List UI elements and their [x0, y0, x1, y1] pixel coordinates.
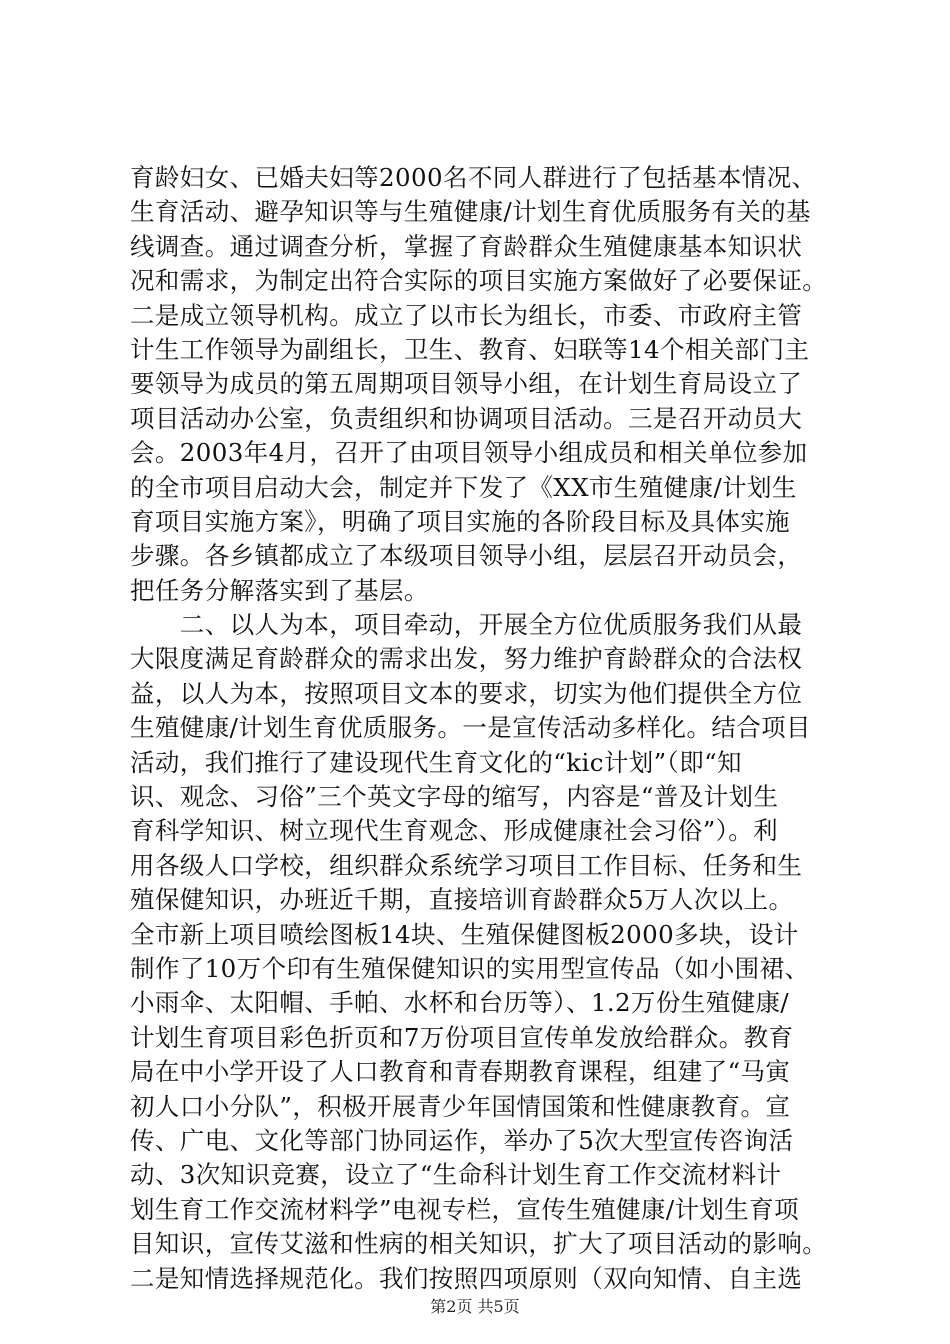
text-line: 局在中小学开设了人口教育和青春期教育课程，组建了“马寅 — [130, 1057, 791, 1087]
page-number-footer: 第2页 共5页 — [430, 1297, 520, 1316]
text-line: 初人口小分队”，积极开展青少年国情国策和性健康教育。宣 — [130, 1091, 791, 1121]
text-line: 制作了10万个印有生殖保健知识的实用型宣传品（如小围裙、 — [130, 953, 810, 983]
text-line: 育项目实施方案》，明确了项目实施的各阶段目标及具体实施 — [130, 506, 791, 536]
text-line: 大限度满足育龄群众的需求出发，努力维护育龄群众的合法权 — [130, 644, 803, 674]
text-line: 的全市项目启动大会，制定并下发了《XX市生殖健康/计划生 — [130, 472, 797, 502]
text-line: 二、以人为本，项目牵动，开展全方位优质服务我们从最 — [130, 610, 803, 640]
text-line: 计划生育项目彩色折页和7万份项目宣传单发放给群众。教育 — [130, 1022, 794, 1052]
text-line: 把任务分解落实到了基层。 — [130, 575, 429, 605]
text-line: 活动，我们推行了建设现代生育文化的“kic计划”（即“知 — [130, 747, 742, 777]
text-line: 小雨伞、太阳帽、手帕、水杯和台历等）、1.2万份生殖健康/ — [130, 988, 790, 1018]
text-line: 二是知情选择规范化。我们按照四项原则（双向知情、自主选 — [130, 1263, 803, 1293]
text-line: 益，以人为本，按照项目文本的要求，切实为他们提供全方位 — [130, 678, 803, 708]
text-line: 识、观念、习俗”三个英文字母的缩写，内容是“普及计划生 — [130, 782, 779, 812]
text-line: 育龄妇女、已婚夫妇等2000名不同人群进行了包括基本情况、 — [130, 163, 817, 192]
text-line: 用各级人口学校，组织群众系统学习项目工作目标、任务和生 — [130, 850, 803, 880]
text-line: 会。2003年4月，召开了由项目领导小组成员和相关单位参加 — [130, 438, 808, 468]
text-line: 生育活动、避孕知识等与生殖健康/计划生育优质服务有关的基 — [130, 197, 811, 227]
text-line: 全市新上项目喷绘图板14块、生殖保健图板2000多块，设计 — [130, 919, 799, 949]
text-line: 线调查。通过调查分析，掌握了育龄群众生殖健康基本知识状 — [130, 231, 803, 261]
text-line: 生殖健康/计划生育优质服务。一是宣传活动多样化。结合项目 — [130, 713, 811, 743]
text-line: 况和需求，为制定出符合实际的项目实施方案做好了必要保证。 — [130, 266, 828, 296]
text-line: 殖保健知识，办班近千期，直接培训育龄群众5万人次以上。 — [130, 885, 794, 915]
text-line: 动、3次知识竞赛，设立了“生命科计划生育工作交流材料计 — [130, 1160, 782, 1190]
text-line: 传、广电、文化等部门协同运作，举办了5次大型宣传咨询活 — [130, 1125, 794, 1155]
document-body — [130, 161, 830, 1296]
text-line: 育科学知识、树立现代生育观念、形成健康社会习俗”）。利 — [130, 816, 779, 846]
text-line: 项目活动办公室，负责组织和协调项目活动。三是召开动员大 — [130, 403, 803, 433]
text-line: 要领导为成员的第五周期项目领导小组，在计划生育局设立了 — [130, 369, 803, 399]
text-line: 二是成立领导机构。成立了以市长为组长，市委、市政府主管 — [130, 300, 803, 330]
text-line: 步骤。各乡镇都成立了本级项目领导小组，层层召开动员会， — [130, 541, 803, 571]
text-line: 计生工作领导为副组长，卫生、教育、妇联等14个相关部门主 — [130, 334, 810, 364]
text-line: 目知识，宣传艾滋和性病的相关知识，扩大了项目活动的影响。 — [130, 1229, 828, 1259]
text-line: 划生育工作交流材料学”电视专栏，宣传生殖健康/计划生育项 — [130, 1194, 799, 1224]
